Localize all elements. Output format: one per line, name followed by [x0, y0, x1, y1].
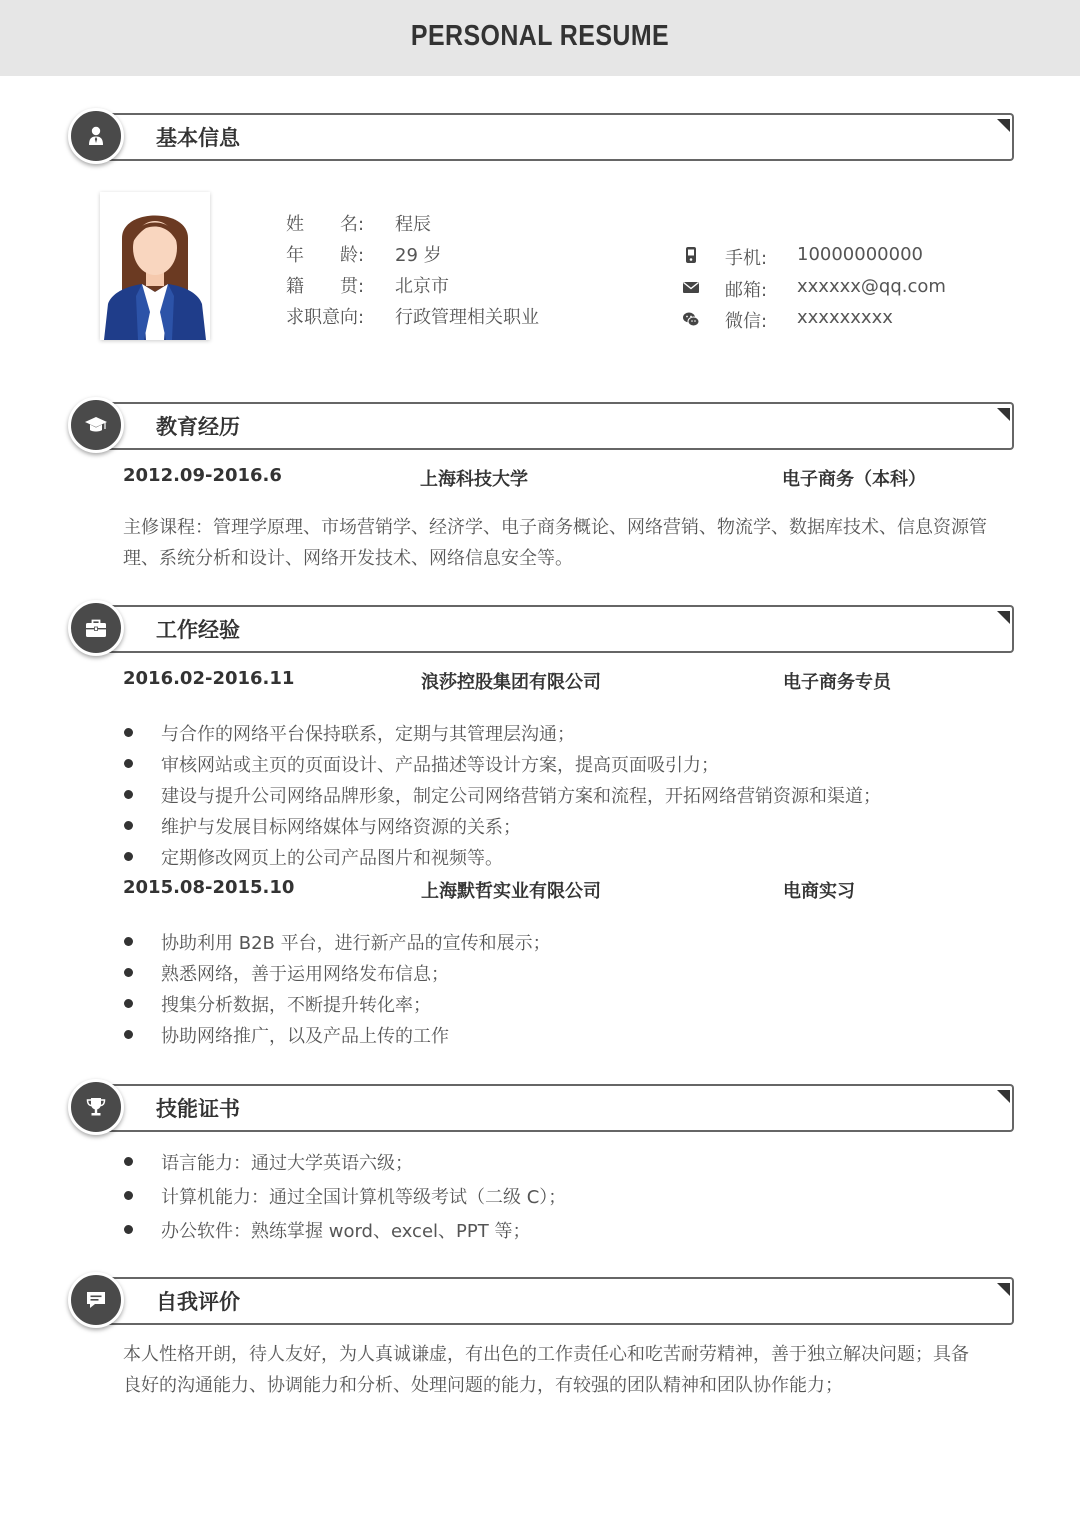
resume-title: PERSONAL RESUME: [410, 20, 670, 52]
top-banner: [0, 0, 1080, 76]
bullet-dot: [124, 937, 133, 946]
phone-label: 手机:: [725, 248, 768, 269]
section-header-skills: [68, 1079, 1016, 1139]
graduation-cap-icon: [68, 397, 124, 453]
user-icon: [68, 108, 124, 164]
trophy-icon: [68, 1079, 124, 1135]
education-period: 2012.09-2016.6: [123, 465, 282, 486]
bullet-dot: [124, 999, 133, 1008]
bullet-dot: [124, 1225, 133, 1234]
section-title: 自我评价: [156, 1290, 240, 1314]
section-header-education: [68, 397, 1016, 457]
email-value: xxxxxx@qq.com: [797, 276, 946, 297]
job-role: 电商实习: [783, 881, 855, 902]
section-header-work: [68, 600, 1016, 660]
briefcase-icon: [68, 600, 124, 656]
objective-value: 行政管理相关职业: [395, 307, 539, 328]
self-evaluation-text: 本人性格开朗，待人友好，为人真诚谦虚，有出色的工作责任心和吃苦耐劳精神，善于独立解决问题；具备 良好的沟通能力、协调能力和分析、处理问题的能力，有较强的团队精神和团队协作能力；: [123, 1344, 969, 1396]
education-major: 电子商务（本科）: [782, 469, 926, 490]
origin-label: 籍 贯:: [286, 276, 365, 297]
section-header-self-evaluation: [68, 1272, 1016, 1332]
age-value: 29 岁: [395, 245, 442, 266]
job-period: 2016.02-2016.11: [123, 668, 295, 689]
bullet-dot: [124, 728, 133, 737]
job-company: 上海默哲实业有限公司: [421, 881, 601, 902]
phone-value: 10000000000: [797, 244, 923, 265]
phone-icon: [682, 246, 700, 264]
objective-label: 求职意向:: [286, 307, 365, 328]
chat-icon: [68, 1272, 124, 1328]
bullet-dot: [124, 968, 133, 977]
section-title: 技能证书: [156, 1097, 240, 1121]
name-value: 程辰: [395, 214, 431, 235]
section-title: 基本信息: [156, 126, 240, 150]
job-period: 2015.08-2015.10: [123, 877, 295, 898]
age-label: 年 龄:: [286, 245, 365, 266]
job-role: 电子商务专员: [783, 672, 891, 693]
section-title: 教育经历: [156, 415, 240, 439]
education-school: 上海科技大学: [420, 469, 528, 490]
bullet-dot: [124, 821, 133, 830]
bullet-dot: [124, 1030, 133, 1039]
bullet-dot: [124, 790, 133, 799]
bullet-dot: [124, 759, 133, 768]
section-header-basic-info: [68, 108, 1016, 168]
name-label: 姓 名:: [286, 214, 365, 235]
mail-icon: [682, 278, 700, 296]
education-courses: 主修课程：管理学原理、市场营销学、经济学、电子商务概论、网络营销、物流学、数据库技术、信息资源管 理、系统分析和设计、网络开发技术、网络信息安全等。: [123, 517, 987, 569]
origin-value: 北京市: [395, 276, 449, 297]
wechat-value: xxxxxxxxx: [797, 307, 893, 328]
email-label: 邮箱:: [725, 280, 768, 301]
wechat-icon: [682, 310, 700, 328]
bullet-dot: [124, 1157, 133, 1166]
wechat-label: 微信:: [725, 311, 768, 332]
bullet-dot: [124, 852, 133, 861]
job-company: 浪莎控股集团有限公司: [421, 672, 601, 693]
avatar: [100, 192, 210, 340]
section-title: 工作经验: [156, 618, 240, 642]
bullet-dot: [124, 1191, 133, 1200]
